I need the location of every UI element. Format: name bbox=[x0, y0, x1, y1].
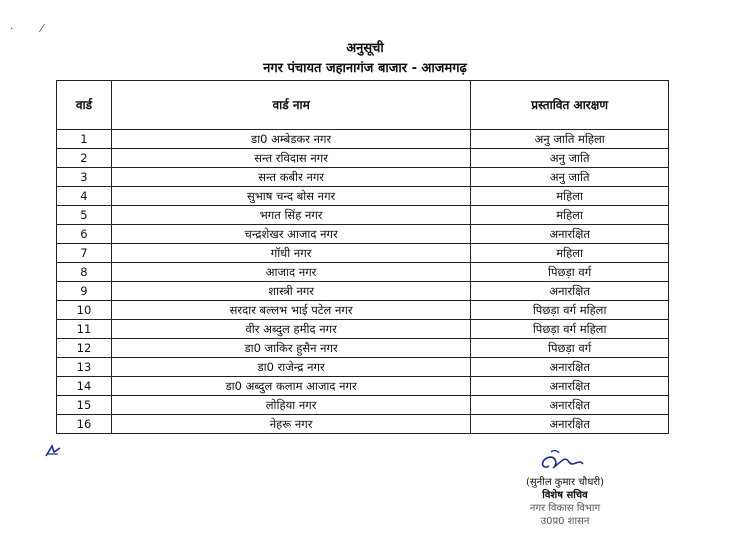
ward-name-cell: सन्त कबीर नगर bbox=[111, 168, 470, 187]
ward-name-cell: सन्त रविदास नगर bbox=[111, 149, 470, 168]
scan-marks: · ⁄ bbox=[10, 22, 55, 35]
signature-block bbox=[490, 448, 640, 528]
reservation-cell: पिछड़ा वर्ग महिला bbox=[471, 320, 669, 339]
ward-name-cell: भगत सिंह नगर bbox=[111, 206, 470, 225]
table-row bbox=[57, 282, 669, 301]
table-row bbox=[57, 187, 669, 206]
ward-number-cell: 9 bbox=[57, 282, 112, 301]
table-row bbox=[57, 396, 669, 415]
ward-name-cell: लोहिया नगर bbox=[111, 396, 470, 415]
ward-number-cell: 15 bbox=[57, 396, 112, 415]
ward-number-cell: 8 bbox=[57, 263, 112, 282]
reservation-cell: पिछड़ा वर्ग bbox=[471, 339, 669, 358]
ward-name-cell: शास्त्री नगर bbox=[111, 282, 470, 301]
ward-name-cell: वीर अब्दुल हमीद नगर bbox=[111, 320, 470, 339]
table-row bbox=[57, 415, 669, 434]
ward-name-cell: नेहरू नगर bbox=[111, 415, 470, 434]
table-row bbox=[57, 320, 669, 339]
reservation-cell: अनारक्षित bbox=[471, 225, 669, 244]
reservation-cell: अनारक्षित bbox=[471, 415, 669, 434]
header-ward: वार्ड bbox=[57, 81, 112, 130]
ward-name-cell: आजाद नगर bbox=[111, 263, 470, 282]
reservation-cell: महिला bbox=[471, 244, 669, 263]
table-row bbox=[57, 206, 669, 225]
reservation-cell: महिला bbox=[471, 206, 669, 225]
reservation-cell: अनु जाति bbox=[471, 149, 669, 168]
ward-number-cell: 6 bbox=[57, 225, 112, 244]
table-row bbox=[57, 130, 669, 149]
reservation-cell: अनारक्षित bbox=[471, 282, 669, 301]
ward-number-cell: 14 bbox=[57, 377, 112, 396]
pen-mark-icon bbox=[44, 444, 62, 458]
ward-name-cell: डा0 राजेन्द्र नगर bbox=[111, 358, 470, 377]
table-row bbox=[57, 358, 669, 377]
table-header-row bbox=[57, 81, 669, 130]
table-row bbox=[57, 168, 669, 187]
ward-reservation-table bbox=[56, 80, 669, 434]
table-row bbox=[57, 225, 669, 244]
ward-name-cell: गॉधी नगर bbox=[111, 244, 470, 263]
ward-number-cell: 10 bbox=[57, 301, 112, 320]
table-row bbox=[57, 301, 669, 320]
reservation-cell: अनु जाति bbox=[471, 168, 669, 187]
table-body bbox=[57, 130, 669, 434]
table-row bbox=[57, 263, 669, 282]
table-row bbox=[57, 377, 669, 396]
reservation-cell: अनारक्षित bbox=[471, 377, 669, 396]
ward-name-cell: डा0 अब्दुल कलाम आजाद नगर bbox=[111, 377, 470, 396]
document-subheading: नगर पंचायत जहानागंज बाजार - आजमगढ़ bbox=[263, 61, 467, 76]
ward-number-cell: 16 bbox=[57, 415, 112, 434]
signatory-name: (सुनील कुमार चौधरी) bbox=[526, 477, 604, 488]
ward-number-cell: 3 bbox=[57, 168, 112, 187]
ward-number-cell: 2 bbox=[57, 149, 112, 168]
ward-name-cell: सरदार बल्लभ भाई पटेल नगर bbox=[111, 301, 470, 320]
ward-number-cell: 12 bbox=[57, 339, 112, 358]
signatory-government: उ0प्र0 शासन bbox=[540, 516, 590, 527]
ward-number-cell: 11 bbox=[57, 320, 112, 339]
signatory-designation: विशेष सचिव bbox=[542, 490, 588, 501]
ward-number-cell: 5 bbox=[57, 206, 112, 225]
reservation-cell: महिला bbox=[471, 187, 669, 206]
ward-name-cell: डा0 जाकिर हुसैन नगर bbox=[111, 339, 470, 358]
ward-name-cell: चन्द्रशेखर आजाद नगर bbox=[111, 225, 470, 244]
ward-number-cell: 7 bbox=[57, 244, 112, 263]
signatory-department: नगर विकास विभाग bbox=[529, 503, 601, 514]
schedule-heading: अनुसूची bbox=[346, 41, 384, 56]
ward-number-cell: 13 bbox=[57, 358, 112, 377]
table-row bbox=[57, 149, 669, 168]
table-row bbox=[57, 244, 669, 263]
table-row bbox=[57, 339, 669, 358]
header-ward-name: वार्ड नाम bbox=[111, 81, 470, 130]
signature-icon bbox=[535, 448, 595, 476]
ward-name-cell: डा0 अम्बेडकर नगर bbox=[111, 130, 470, 149]
reservation-cell: अनारक्षित bbox=[471, 396, 669, 415]
reservation-cell: पिछड़ा वर्ग महिला bbox=[471, 301, 669, 320]
header-reservation: प्रस्तावित आरक्षण bbox=[471, 81, 669, 130]
ward-name-cell: सुभाष चन्द बोस नगर bbox=[111, 187, 470, 206]
ward-number-cell: 4 bbox=[57, 187, 112, 206]
reservation-cell: पिछड़ा वर्ग bbox=[471, 263, 669, 282]
ward-number-cell: 1 bbox=[57, 130, 112, 149]
reservation-cell: अनारक्षित bbox=[471, 358, 669, 377]
reservation-cell: अनु जाति महिला bbox=[471, 130, 669, 149]
